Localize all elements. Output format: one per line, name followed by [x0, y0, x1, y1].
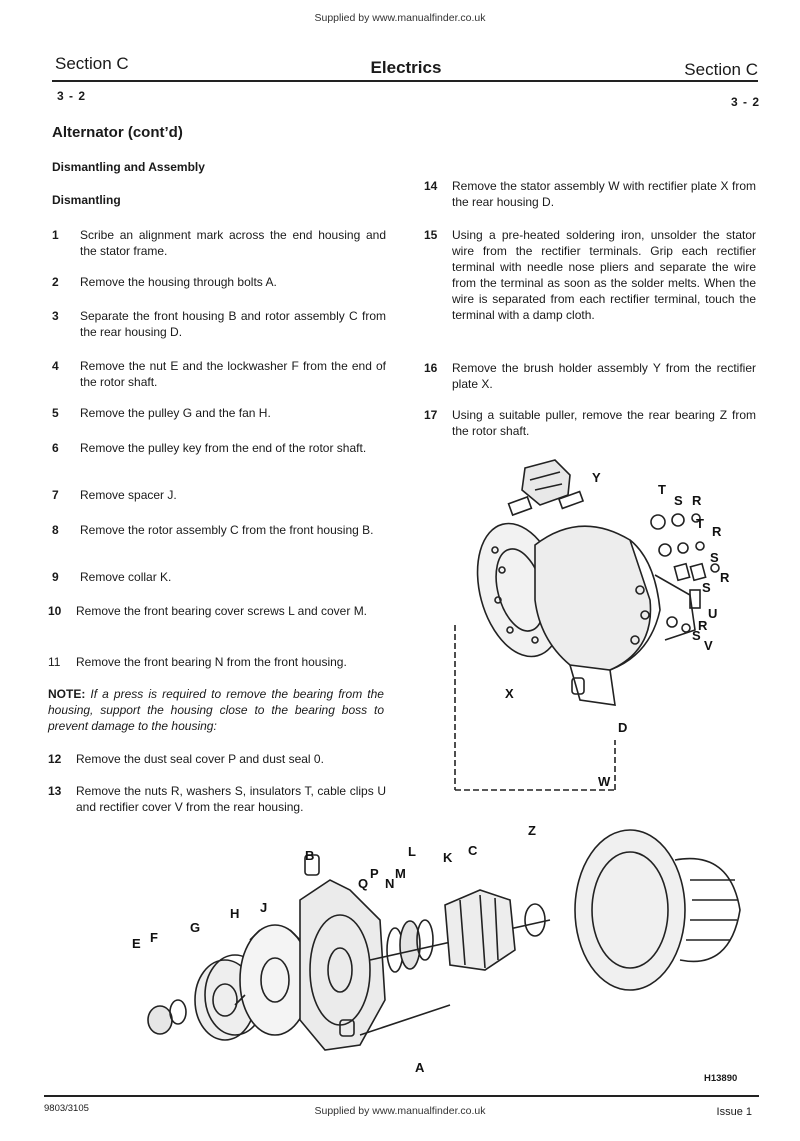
note-text: If a press is required to remove the bearing from the housing, support the housing close to the bearing boss to prevent damage to the housing:: [48, 687, 384, 733]
step-16: [424, 360, 758, 394]
step-number: 9: [52, 570, 59, 584]
step-4: [52, 358, 390, 392]
svg-text:S: S: [702, 580, 711, 595]
front-housing-illustration: [300, 855, 385, 1050]
svg-text:Y: Y: [592, 470, 601, 485]
step-2: [52, 274, 390, 292]
step-5: [52, 405, 390, 423]
rear-housing-diagram: [440, 450, 770, 800]
heading-dismantling: Dismantling: [52, 193, 121, 207]
step-text: Remove the nut E and the lockwasher F from the end of the rotor shaft.: [80, 359, 386, 389]
step-text: Remove the housing through bolts A.: [80, 275, 277, 289]
svg-text:K: K: [443, 850, 453, 865]
svg-text:V: V: [704, 638, 713, 653]
svg-text:H: H: [230, 906, 240, 921]
page-title: Electrics: [370, 58, 442, 77]
issue-label: Issue 1: [716, 1106, 752, 1118]
step-text: Separate the front housing B and rotor assembly C from the rear housing D.: [80, 309, 386, 339]
step-number: 6: [52, 441, 59, 455]
step-text: Remove the nuts R, washers S, insulators T, cable clips U and rectifier cover V from the rear housing.: [76, 784, 386, 814]
section-label-right: Section C: [684, 60, 758, 79]
svg-text:T: T: [658, 482, 666, 497]
svg-text:D: D: [618, 720, 628, 735]
step-text: Remove collar K.: [80, 570, 172, 584]
step-7: [52, 487, 390, 505]
page-number-left: 3 - 2: [57, 89, 87, 103]
step-text: Using a pre-heated soldering iron, unsolder the stator wire from the rectifier terminals. Grip each rectifier terminal with needle nose pliers and separate the wire from the terminal as soon as the solder melts. When the wire is separated from each rectifier terminal, touch the terminal with a damp cloth.: [452, 228, 756, 322]
supplied-by-bottom: Supplied by www.manualfinder.co.uk: [314, 1105, 486, 1117]
svg-text:P: P: [370, 866, 379, 881]
svg-text:R: R: [692, 493, 702, 508]
step-17: [424, 407, 758, 441]
section-label-left: Section C: [55, 54, 129, 73]
brush-holder-illustration: [509, 460, 583, 515]
step-8: [52, 522, 390, 556]
svg-text:S: S: [674, 493, 683, 508]
svg-text:J: J: [260, 900, 268, 915]
step-13: [48, 783, 390, 817]
svg-text:R: R: [712, 524, 722, 539]
svg-text:N: N: [385, 876, 395, 891]
svg-text:L: L: [408, 844, 416, 859]
step-6: [52, 440, 390, 474]
step-number: 8: [52, 523, 59, 537]
step-number: 10: [48, 604, 62, 618]
step-text: Remove the dust seal cover P and dust seal 0.: [76, 752, 324, 766]
step-text: Remove spacer J.: [80, 488, 177, 502]
svg-text:R: R: [698, 618, 708, 633]
svg-text:U: U: [708, 606, 718, 621]
step-number: 13: [48, 784, 62, 798]
step-number: 16: [424, 361, 438, 375]
figure-reference: H13890: [704, 1073, 738, 1084]
stator-illustration: [575, 830, 740, 990]
nut-illustration: [148, 1006, 172, 1034]
note-label: NOTE:: [48, 687, 86, 701]
svg-text:R: R: [720, 570, 730, 585]
svg-text:B: B: [305, 848, 315, 863]
svg-text:C: C: [468, 843, 478, 858]
step-1: [52, 227, 390, 261]
svg-text:E: E: [132, 936, 141, 951]
svg-text:Q: Q: [358, 876, 369, 891]
rear-bearing-illustration: [525, 904, 545, 936]
rotor-illustration: [370, 890, 550, 970]
front-assembly-diagram: [130, 820, 750, 1080]
step-number: 14: [424, 179, 438, 193]
step-text: Remove the pulley key from the end of the rotor shaft.: [80, 441, 367, 455]
step-number: 4: [52, 359, 59, 373]
heading-dismantling-assembly: Dismantling and Assembly: [52, 160, 205, 174]
step-text: Remove the pulley G and the fan H.: [80, 406, 271, 420]
step-text: Using a suitable puller, remove the rear bearing Z from the rotor shaft.: [452, 408, 756, 438]
svg-text:Z: Z: [528, 823, 536, 838]
step-number: 12: [48, 752, 62, 766]
step-15: [424, 227, 758, 325]
step-number: 17: [424, 408, 438, 422]
svg-text:M: M: [395, 866, 406, 881]
svg-text:A: A: [415, 1060, 425, 1075]
step-text: Remove the stator assembly W with rectifier plate X from the rear housing D.: [452, 179, 756, 209]
step-text: Remove the brush holder assembly Y from the rectifier plate X.: [452, 361, 756, 391]
step-14: [424, 178, 758, 212]
step-number: 15: [424, 228, 438, 242]
step-11: [48, 654, 390, 672]
document-number: 9803/3105: [44, 1103, 89, 1114]
svg-text:S: S: [692, 628, 701, 643]
step-number: 11: [48, 655, 61, 669]
step-number: 2: [52, 275, 59, 289]
step-10: [48, 603, 390, 637]
lockwasher-illustration: [170, 1000, 186, 1024]
note: [48, 686, 384, 734]
step-3: [52, 308, 390, 342]
step-number: 1: [52, 228, 59, 242]
svg-text:F: F: [150, 930, 158, 945]
step-12: [48, 751, 390, 769]
step-text: Remove the rotor assembly C from the front housing B.: [80, 523, 374, 537]
svg-text:G: G: [190, 920, 201, 935]
svg-text:S: S: [710, 550, 719, 565]
step-text: Scribe an alignment mark across the end housing and the stator frame.: [80, 228, 386, 258]
step-number: 5: [52, 406, 59, 420]
step-text: Remove the front bearing N from the front housing.: [76, 655, 347, 669]
svg-text:W: W: [598, 774, 611, 789]
svg-text:T: T: [696, 516, 704, 531]
step-text: Remove the front bearing cover screws L and cover M.: [76, 604, 368, 618]
supplied-by-top: Supplied by www.manualfinder.co.uk: [314, 12, 486, 24]
step-number: 7: [52, 488, 59, 502]
heading-alternator: Alternator (cont’d): [52, 124, 183, 141]
step-number: 3: [52, 309, 59, 323]
footer-rule: [44, 1095, 759, 1097]
page-number-right: 3 - 2: [730, 95, 760, 109]
svg-text:X: X: [505, 686, 514, 701]
step-9: [52, 569, 390, 587]
header-rule: [52, 80, 758, 82]
